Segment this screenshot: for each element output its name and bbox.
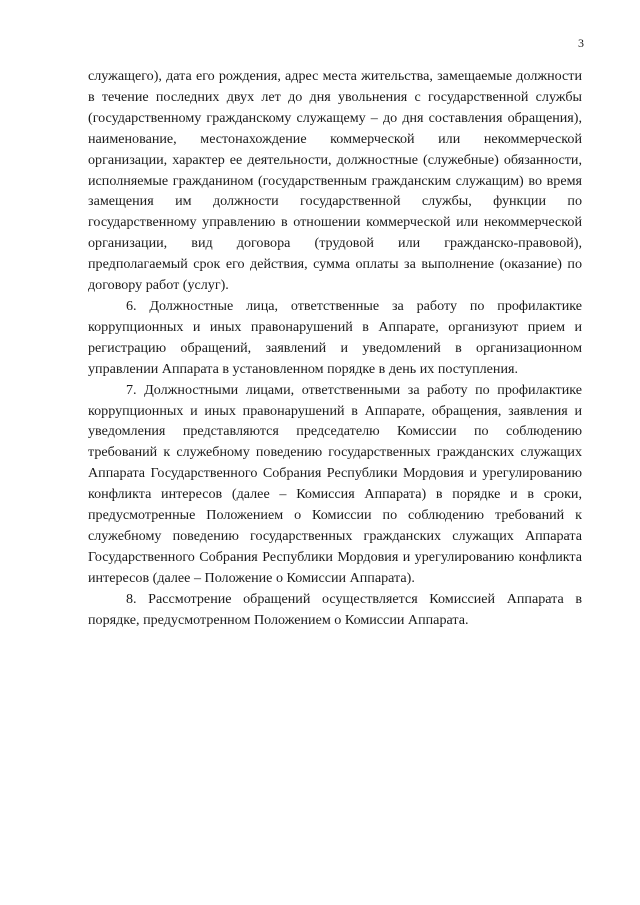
paragraph-continuation: служащего), дата его рождения, адрес места жительства, замещаемые должности в течение последних двух лет до дня увольнения с государственной службы (государственному гражданскому служащему – до дня составления обращения), наименование, местонахождение коммерческой или некоммерческой организации, характер ее деятельности, должностные (служебные) обязанности, исполняемые гражданином (государственным гражданским служащим) во время замещения им должности государственной службы, функции по государственному управлению в отношении коммерческой или некоммерческой организации, вид договора (трудовой или гражданско-правовой), предполагаемый срок его действия, сумма оплаты за выполнение (оказание) по договору работ (услуг).	[88, 68, 582, 294]
paragraph-item-6: 6. Должностные лица, ответственные за работу по профилактике коррупционных и иных правонарушений в Аппарате, организуют прием и регистрацию обращений, заявлений и уведомлений в организационном управлении Аппарата в установленном порядке в день их поступления.	[88, 297, 582, 377]
paragraph-item-7: 7. Должностными лицами, ответственными за работу по профилактике коррупционных и иных правонарушений в Аппарате, обращения, заявления и уведомления представляются председателю Комиссии по соблюдению требований к служебному поведению государственных гражданских служащих Аппарата Государственного Собрания Республики Мордовия и урегулированию конфликта интересов (далее – Комиссия Аппарата) в порядке и в сроки, предусмотренные Положением о Комиссии по соблюдению требований к служебному поведению государственных гражданских служащих Аппарата Государственного Собрания Республики Мордовия и урегулированию конфликта интересов (далее – Положение о Комиссии Аппарата).	[88, 381, 582, 586]
page-number: 3	[578, 36, 584, 50]
document-body	[88, 66, 582, 630]
paragraph-item-8: 8. Рассмотрение обращений осуществляется Комиссией Аппарата в порядке, предусмотренном Положением о Комиссии Аппарата.	[88, 590, 582, 628]
